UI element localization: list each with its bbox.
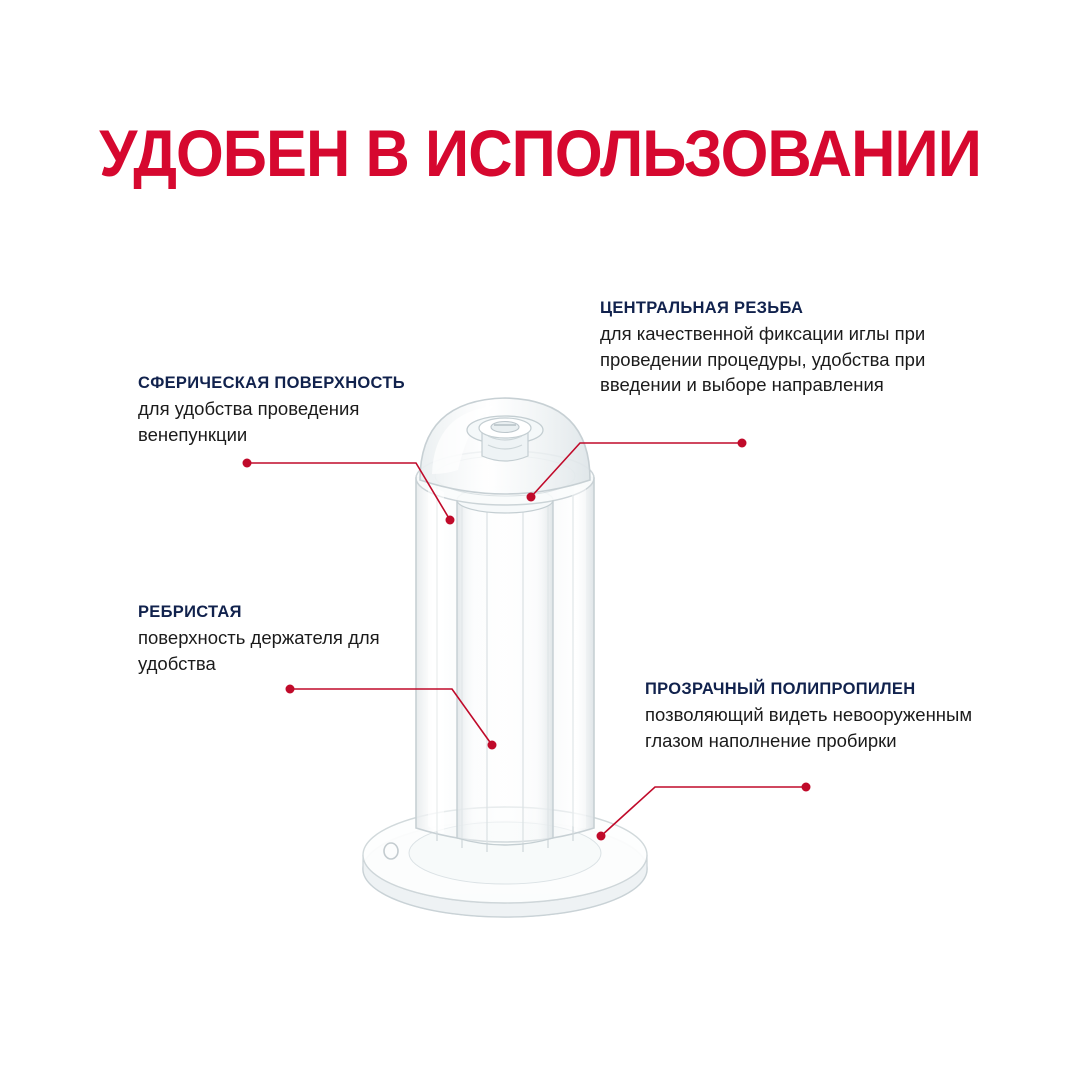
callout-body: поверхность держателя для удобства [138,627,380,674]
page-title: УДОБЕН В ИСПОЛЬЗОВАНИИ [99,116,981,190]
inner-tube [457,487,553,845]
callout-spherical-surface [138,372,468,447]
callout-ribbed-surface [138,601,438,676]
callout-title: РЕБРИСТАЯ [138,603,242,621]
callout-central-thread [600,297,960,398]
callout-title: ПРОЗРАЧНЫЙ ПОЛИПРОПИЛЕН [645,680,916,698]
callout-body: для удобства проведения венепункции [138,398,360,445]
callout-title: СФЕРИЧЕСКАЯ ПОВЕРХНОСТЬ [138,374,405,392]
callout-transparent-polypropylene [645,678,975,753]
callout-body: позволяющий видеть невооруженным глазом наполнение пробирки [645,704,973,751]
holder-barrel [416,451,594,852]
callout-title: ЦЕНТРАЛЬНАЯ РЕЗЬБА [600,299,804,317]
callout-body: для качественной фиксации иглы при проведении процедуры, удобства при введении и выборе направления [600,323,926,395]
